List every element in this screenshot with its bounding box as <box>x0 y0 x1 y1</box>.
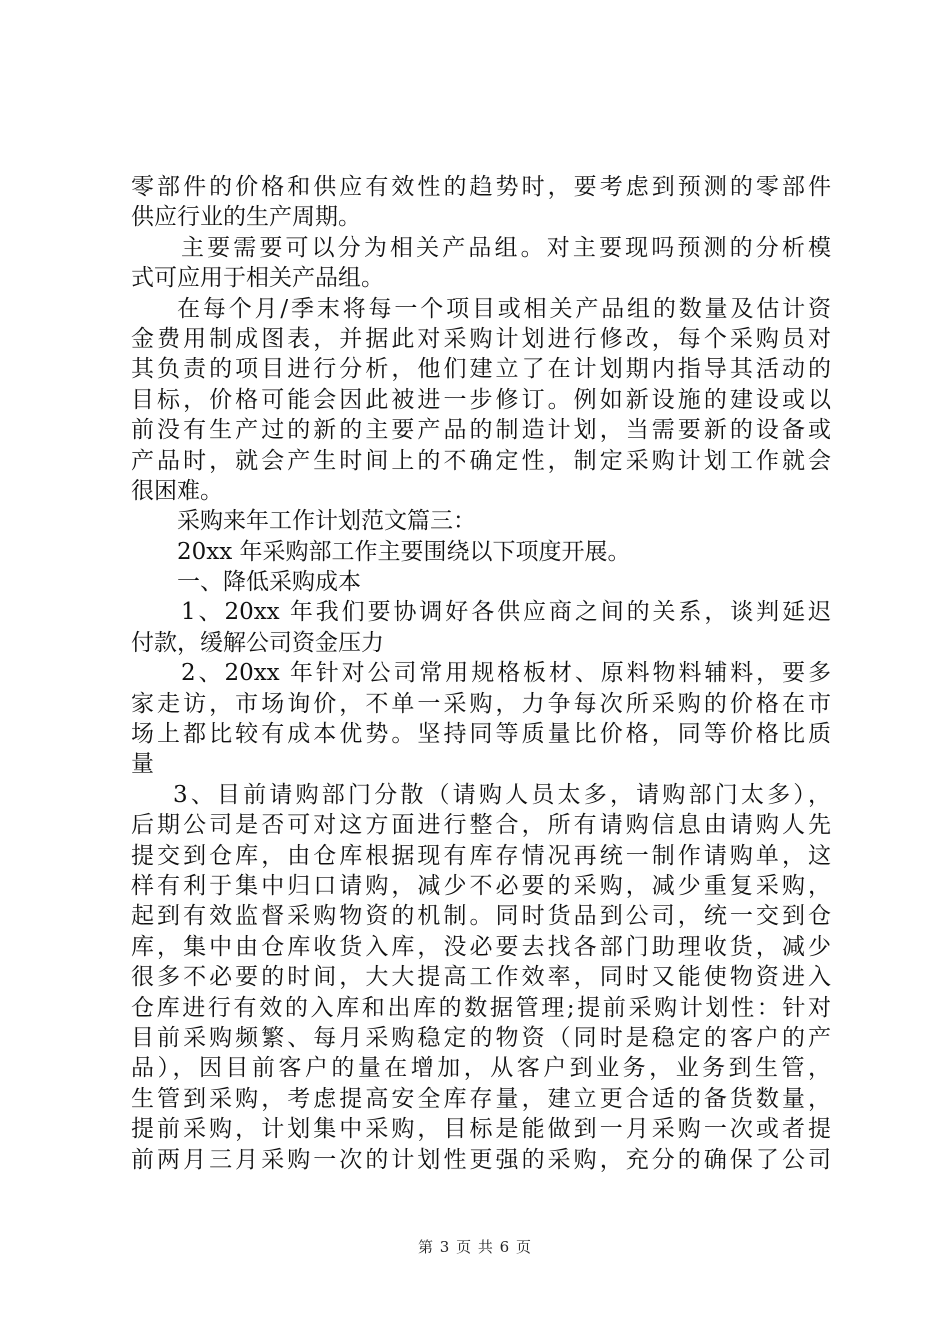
text-line: 品），因目前客户的量在增加，从客户到业务，业务到生管， <box>131 1055 831 1082</box>
text-line: 2、20xx 年针对公司常用规格板材、原料物料辅料，要多 <box>181 660 831 687</box>
text-line: 样有利于集中归口请购，减少不必要的采购，减少重复采购， <box>131 872 831 899</box>
text-line: 零部件的价格和供应有效性的趋势时，要考虑到预测的零部件 <box>131 174 831 200</box>
text-line: 库，集中由仓库收货入库，没必要去找各部门助理收货，减少 <box>131 933 831 960</box>
text-line: 1、20xx 年我们要协调好各供应商之间的关系，谈判延迟 <box>181 599 831 626</box>
text-line: 3、目前请购部门分散（请购人员太多，请购部门太多）， <box>173 781 831 808</box>
text-line: 场上都比较有成本优势。坚持同等质量比价格，同等价格比质 <box>131 721 831 748</box>
text-line: 目前采购频繁、每月采购稳定的物资（同时是稳定的客户的产 <box>131 1024 831 1051</box>
text-line: 前没有生产过的新的主要产品的制造计划，当需要新的设备或 <box>131 417 831 444</box>
text-line: 式可应用于相关产品组。 <box>131 265 384 292</box>
text-line: 供应行业的生产周期。 <box>131 204 361 231</box>
text-line: 采购来年工作计划范文篇三： <box>177 508 476 535</box>
text-line: 家走访，市场询价，不单一采购，力争每次所采购的价格在市 <box>131 690 831 717</box>
text-line: 起到有效监督采购物资的机制。同时货品到公司，统一交到仓 <box>131 903 831 930</box>
text-line: 目标，价格可能会因此被进一步修订。例如新设施的建设或以 <box>131 386 831 413</box>
text-line: 一、降低采购成本 <box>177 569 361 596</box>
text-line: 很多不必要的时间，大大提高工作效率，同时又能使物资进入 <box>131 964 831 991</box>
text-line: 仓库进行有效的入库和出库的数据管理;提前采购计划性：针对 <box>131 994 831 1021</box>
text-line: 很困难。 <box>131 477 223 504</box>
text-line: 在每个月/季末将每一个项目或相关产品组的数量及估计资 <box>177 295 831 322</box>
document-body <box>131 172 831 1175</box>
text-line: 其负责的项目进行分析，他们建立了在计划期内指导其活动的 <box>131 356 831 383</box>
text-line: 量 <box>131 751 154 778</box>
text-line: 金费用制成图表，并据此对采购计划进行修改，每个采购员对 <box>131 325 831 352</box>
page-footer: 第 3 页 共 6 页 <box>418 1238 532 1256</box>
text-line: 后期公司是否可对这方面进行整合，所有请购信息由请购人先 <box>131 812 831 839</box>
text-line: 提交到仓库，由仓库根据现有库存情况再统一制作请购单，这 <box>131 842 831 869</box>
text-line: 产品时，就会产生时间上的不确定性，制定采购计划工作就会 <box>131 447 831 474</box>
text-line: 提前采购，计划集中采购，目标是能做到一月采购一次或者提 <box>131 1116 831 1143</box>
text-line: 20xx 年采购部工作主要围绕以下项度开展。 <box>177 538 631 565</box>
text-line: 前两月三月采购一次的计划性更强的采购，充分的确保了公司 <box>131 1146 831 1173</box>
text-line: 主要需要可以分为相关产品组。对主要现吗预测的分析模 <box>181 234 831 261</box>
text-line: 付款，缓解公司资金压力 <box>131 629 384 656</box>
text-line: 生管到采购，考虑提高安全库存量，建立更合适的备货数量， <box>131 1085 831 1112</box>
